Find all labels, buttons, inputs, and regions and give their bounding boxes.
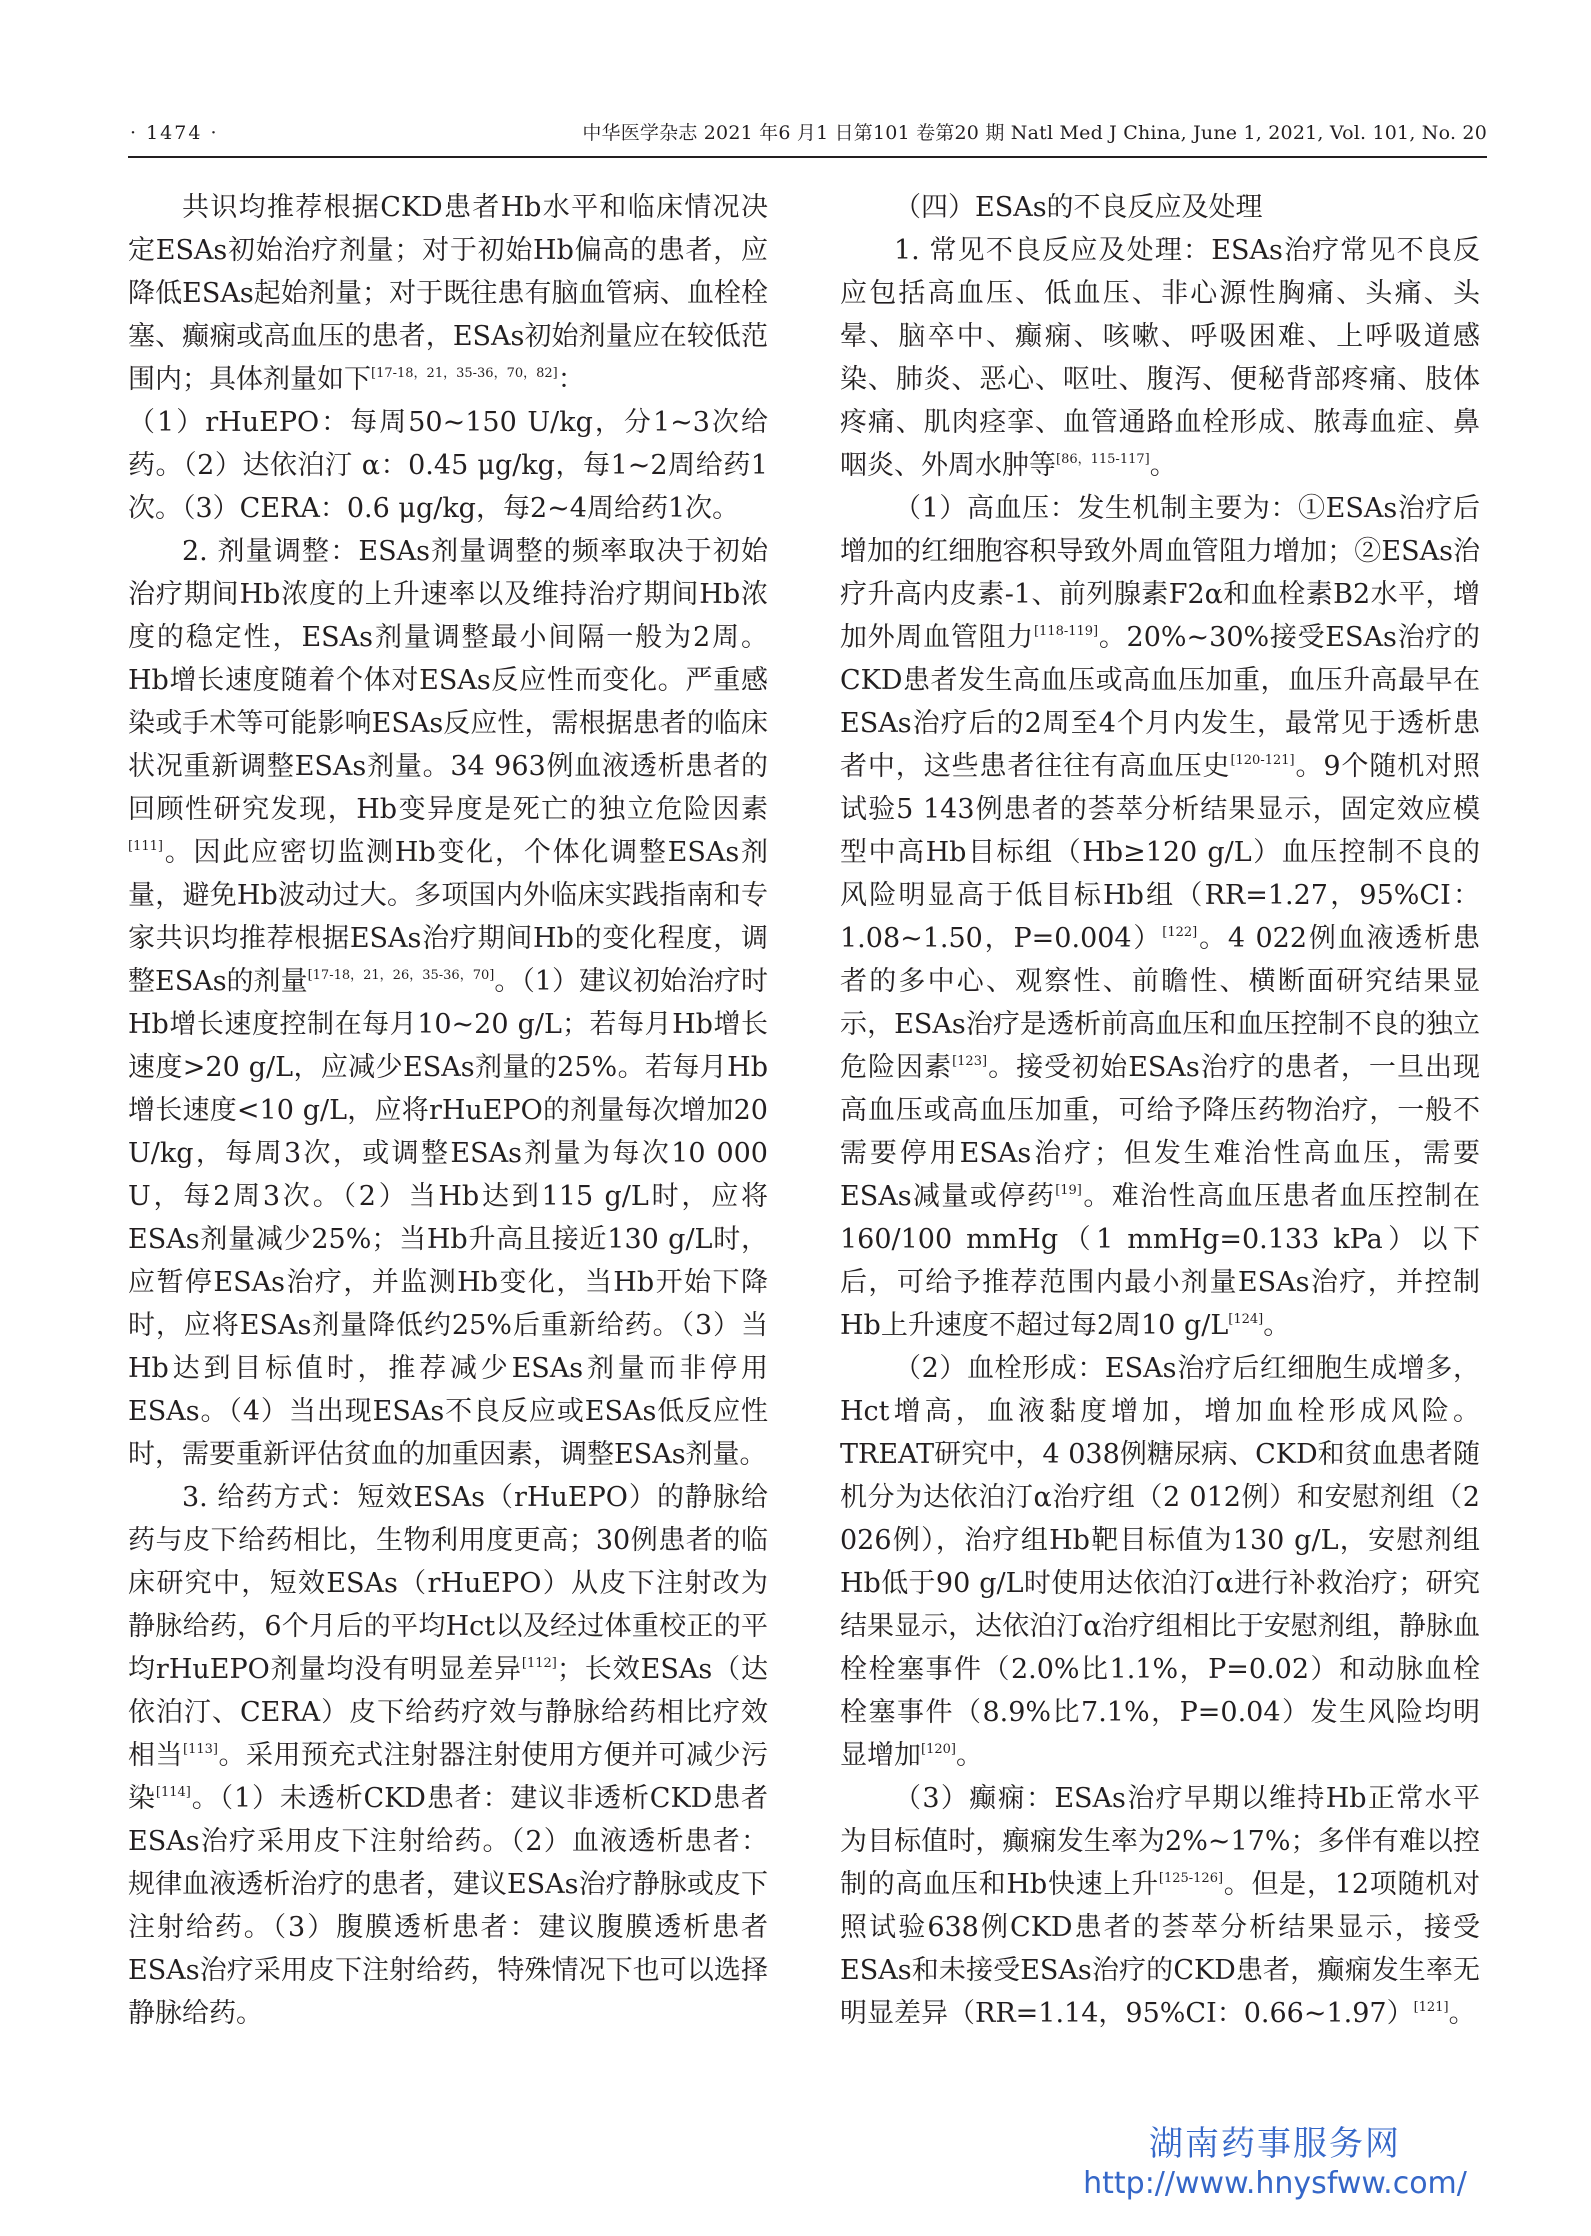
paragraph-text: 共识均推荐根据CKD患者Hb水平和临床情况决定ESAs初始治疗剂量；对于初始Hb偏高的患者，应降低ESAs起始剂量；对于既往患有脑血管病、血栓栓塞、癫痫或高血压的患者，ESAs初始剂量应在较低范围内；具体剂量如下 (128, 192, 768, 395)
heading-text: （四）ESAs的不良反应及处理 (894, 192, 1263, 223)
page-number: · 1474 · (130, 122, 219, 144)
paragraph-text: （1）高血压：发生机制主要为：①ESAs治疗后增加的红细胞容积导致外周血管阻力增加；②ESAs治疗升高内皮素-1、前列腺素F2α和血栓素B2水平，增加外周血管阻力 (840, 493, 1480, 653)
paragraph (840, 487, 1480, 1347)
watermark (1060, 2124, 1490, 2204)
paragraph-text: 1. 常见不良反应及处理：ESAs治疗常见不良反应包括高血压、低血压、非心源性胸痛、头痛、头晕、脑卒中、癫痫、咳嗽、呼吸困难、上呼吸道感染、肺炎、恶心、呕吐、腹泻、便秘背部疼痛、肢体疼痛、肌肉痉挛、血管通路血栓形成、脓毒血症、鼻咽炎、外周水肿等 (840, 235, 1480, 481)
paragraph-text: ；长效ESAs（达依泊汀、CERA）皮下给药疗效与静脉给药相比疗效相当 (128, 1654, 769, 1771)
paragraph-text: 。9个随机对照试验5 143例患者的荟萃分析结果显示，固定效应模型中高Hb目标组（Hb≥120 g/L）血压控制不良的风险明显高于低目标Hb组（RR=1.27，95%CI：1.08~1.50，P=0.004） (840, 751, 1481, 954)
section-heading (840, 186, 1480, 229)
paragraph (128, 401, 768, 530)
reference: [120-121] (1230, 753, 1295, 768)
paragraph-text: 。难治性高血压患者血压控制在160/100 mmHg（1 mmHg=0.133 kPa）以下后，可给予推荐范围内最小剂量ESAs治疗，并控制Hb上升速度不超过每2周10 g/L (840, 1181, 1480, 1341)
reference: [17-18，21，26，35-36，70] (307, 968, 495, 983)
paragraph (128, 1476, 768, 2035)
paragraph (128, 530, 768, 1476)
paragraph-text: 。因此应密切监测Hb变化，个体化调整ESAs剂量，避免Hb波动过大。多项国内外临床实践指南和专家共识均推荐根据ESAs治疗期间Hb的变化程度，调整ESAs的剂量 (128, 837, 768, 997)
watermark-url[interactable]: http://www.hnysfww.com/ (1083, 2166, 1467, 2201)
paragraph-text: 。20%~30%接受ESAs治疗的CKD患者发生高血压或高血压加重，血压升高最早在ESAs治疗后的2周至4个月内发生，最常见于透析患者中，这些患者往往有高血压史 (840, 622, 1480, 782)
running-header (128, 116, 1487, 158)
paragraph (840, 1777, 1480, 2035)
reference: [113] (183, 1742, 218, 1757)
left-column (128, 186, 768, 2035)
paragraph (128, 186, 768, 401)
watermark-name: 湖南药事服务网 (1149, 2124, 1401, 2164)
reference: [120] (921, 1742, 956, 1757)
reference: [111] (128, 839, 163, 854)
reference: [124] (1228, 1312, 1264, 1327)
reference: [122] (1162, 925, 1198, 940)
paragraph-text: 。（1）建议初始治疗时Hb增长速度控制在每月10~20 g/L；若每月Hb增长速度>20 g/L，应减少ESAs剂量的25%。若每月Hb增长速度<10 g/L，应将rHuEPO的剂量每次增加20 U/kg，每周3次，或调整ESAs剂量为每次10 000 U，每2周3次。（2）当Hb达到115 g/L时，应将ESAs剂量减少25%；当Hb升高且接近130 g/L时，应暂停ESAs治疗，并监测Hb变化，当Hb开始下降时，应将ESAs剂量降低约25%后重新给药。（3）当Hb达到目标值时，推荐减少ESAs剂量而非停用ESAs。（4）当出现ESAs不良反应或ESAs低反应性时，需要重新评估贫血的加重因素，调整ESAs剂量。 (128, 966, 768, 1470)
paragraph-text: 。 (1149, 450, 1177, 481)
paragraph-text: 。接受初始ESAs治疗的患者，一旦出现高血压或高血压加重，可给予降压药物治疗，一般不需要停用ESAs治疗；但发生难治性高血压，需要ESAs减量或停药 (840, 1052, 1480, 1212)
paragraph-text: 。 (955, 1740, 983, 1771)
paragraph-text: 3. 给药方式：短效ESAs（rHuEPO）的静脉给药与皮下给药相比，生物利用度更高；30例患者的临床研究中，短效ESAs（rHuEPO）从皮下注射改为静脉给药，6个月后的平均Hct以及经过体重校正的平均rHuEPO剂量均没有明显差异 (128, 1482, 768, 1685)
paragraph-text: （1）rHuEPO：每周50~150 U/kg，分1~3次给药。（2）达依泊汀 α：0.45 μg/kg，每1~2周给药1次。（3）CERA：0.6 μg/kg，每2~4周给药1次。 (128, 407, 768, 524)
paragraph-text: 。 (1448, 1998, 1476, 2029)
paragraph-text: （2）血栓形成：ESAs治疗后红细胞生成增多，Hct增高，血液黏度增加，增加血栓形成风险。TREAT研究中，4 038例糖尿病、CKD和贫血患者随机分为达依泊汀α治疗组（2 012例）和安慰剂组（2 026例），治疗组Hb靶目标值为130 g/L，安慰剂组Hb低于90 g/L时使用达依泊汀α进行补救治疗；研究结果显示，达依泊汀α治疗组相比于安慰剂组，静脉血栓栓塞事件（2.0%比1.1%，P=0.02）和动脉血栓栓塞事件（8.9%比7.1%，P=0.04）发生风险均明显增加 (840, 1353, 1480, 1771)
right-column (840, 186, 1480, 2035)
reference: [123] (952, 1054, 988, 1069)
reference: [19] (1055, 1183, 1082, 1198)
paragraph-text: 2. 剂量调整：ESAs剂量调整的频率取决于初始治疗期间Hb浓度的上升速率以及维持治疗期间Hb浓度的稳定性，ESAs剂量调整最小间隔一般为2周。Hb增长速度随着个体对ESAs反应性而变化。严重感染或手术等可能影响ESAs反应性，需根据患者的临床状况重新调整ESAs剂量。34 963例血液透析患者的回顾性研究发现，Hb变异度是死亡的独立危险因素 (128, 536, 768, 825)
journal-citation: 中华医学杂志 2021 年6 月1 日第101 卷第20 期 Natl Med J China, June 1, 2021, Vol. 101, No. 20 (582, 122, 1487, 144)
reference: [112] (521, 1656, 557, 1671)
reference: [17-18，21，35-36，70，82] (371, 366, 558, 381)
paragraph-text: ： (557, 364, 585, 395)
reference: [118-119] (1033, 624, 1099, 639)
reference: [125-126] (1158, 1871, 1224, 1886)
paragraph-text: 。但是，12项随机对照试验638例CKD患者的荟萃分析结果显示，接受ESAs和未接受ESAs治疗的CKD患者，癫痫发生率无明显差异（RR=1.14，95%CI：0.66~1.97） (840, 1869, 1480, 2029)
reference: [114] (155, 1785, 191, 1800)
reference: [86，115-117] (1056, 452, 1150, 467)
paragraph-text: 。 (1263, 1310, 1291, 1341)
paragraph-text: 。采用预充式注射器注射使用方便并可减少污染 (128, 1740, 769, 1814)
paragraph-text: （3）癫痫：ESAs治疗早期以维持Hb正常水平为目标值时，癫痫发生率为2%~17%；多伴有难以控制的高血压和Hb快速上升 (840, 1783, 1480, 1900)
paragraph (840, 229, 1480, 487)
paragraph (840, 1347, 1480, 1777)
paragraph-text: 。（1）未透析CKD患者：建议非透析CKD患者ESAs治疗采用皮下注射给药。（2）血液透析患者：规律血液透析治疗的患者，建议ESAs治疗静脉或皮下注射给药。（3）腹膜透析患者：建议腹膜透析患者ESAs治疗采用皮下注射给药，特殊情况下也可以选择静脉给药。 (128, 1783, 768, 2029)
reference: [121] (1413, 2000, 1449, 2015)
paragraph-text: 。4 022例血液透析患者的多中心、观察性、前瞻性、横断面研究结果显示，ESAs治疗是透析前高血压和血压控制不良的独立危险因素 (840, 923, 1480, 1083)
